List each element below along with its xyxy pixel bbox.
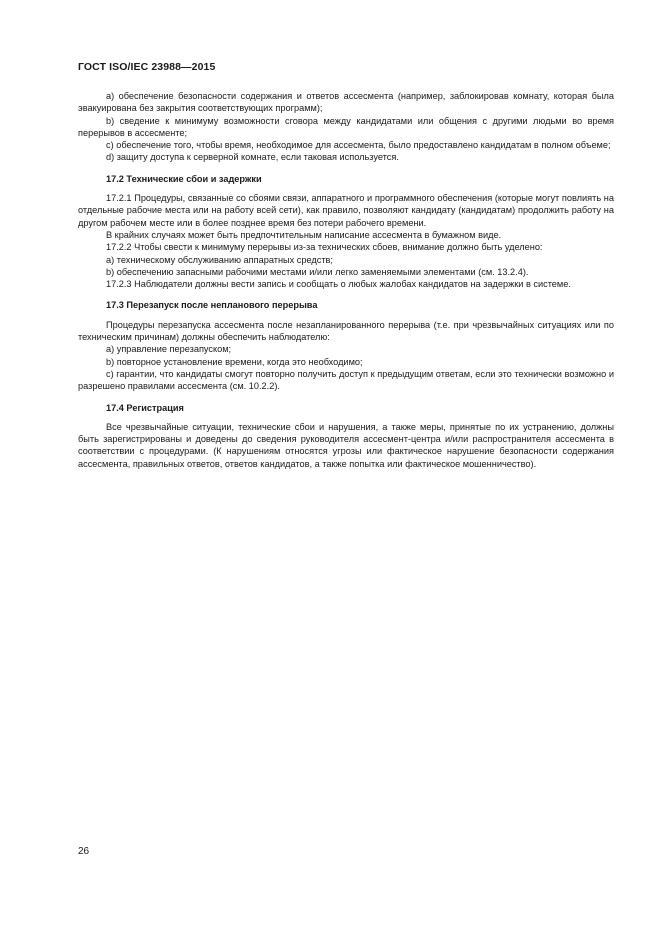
intro-item-d: d) защиту доступа к серверной комнате, если таковая используется.: [106, 152, 399, 163]
paragraph-17-2-3: 17.2.3 Наблюдатели должны вести запись и сообщать о любых жалобах кандидатов на задержки в системе.: [106, 279, 571, 290]
page-number: 26: [78, 846, 90, 857]
paragraph-17-2-2: 17.2.2 Чтобы свести к минимуму перерывы из-за технических сбоев, внимание должно быть уделено:: [106, 242, 543, 253]
list-item-hardware: а) техническому обслуживанию аппаратных средств;: [106, 254, 333, 265]
document-header: ГОСТ ISO/IEC 23988—2015: [78, 61, 216, 73]
section-heading-17-2: 17.2 Технические сбои и задержки: [106, 173, 262, 184]
document-body: [78, 90, 614, 470]
paragraph-extreme-cases: В крайних случаях может быть предпочтительным написание ассесмента в бумажном виде.: [106, 229, 502, 240]
intro-item-a: а) обеспечение безопасности содержания и ответов ассесмента (например, заблокировав комнату, которая была эвакуирована без закрытия соответствующих программ);: [78, 91, 614, 114]
list-item-restart-control: а) управление перезапуском;: [106, 344, 232, 355]
paragraph-restart-procedures: Процедуры перезапуска ассесмента после незапланированного перерыва (т.е. при чрезвычайных ситуациях или по техническим причинам) должны обеспечить наблюдателю:: [78, 319, 614, 343]
section-heading-17-3: 17.3 Перезапуск после непланового перерыва: [106, 300, 318, 311]
list-item-spare-workstations: b) обеспечению запасными рабочими местами и/или легко заменяемыми элементами (см. 13.2.4).: [106, 266, 529, 277]
list-item-time-reset: b) повторное установление времени, когда это необходимо;: [106, 356, 363, 367]
paragraph-17-2-1: 17.2.1 Процедуры, связанные со сбоями связи, аппаратного и программного обеспечения (которые могут повлиять на отдельные рабочие места или на работу всей сети), как правило, позволяют кандидату (кандидатам) продолжить работу на другом рабочем месте или в более позднее время без потери рабочего времени.: [78, 193, 614, 228]
list-item-answer-access: с) гарантии, что кандидаты смогут повторно получить доступ к предыдущим ответам, если это технически возможно и разрешено правилами ассесмента (см. 10.2.2).: [78, 368, 614, 392]
paragraph-registration: Все чрезвычайные ситуации, технические сбои и нарушения, а также меры, принятые по их устранению, должны быть зарегистрированы и доведены до сведения руководителя ассесмент-центра и/или распространителя ассесмента в соответствии с процедурами. (К нарушениям относятся угрозы или фактическое нарушение безопасности содержания ассесмента, правильных ответов, ответов кандидатов, а также попытка или фактическое мошенничество).: [78, 421, 614, 469]
intro-item-b: b) сведение к минимуму возможности сговора между кандидатами или общения с другими людьми во время перерывов в ассесменте;: [78, 115, 614, 138]
intro-item-c: с) обеспечение того, чтобы время, необходимое для ассесмента, было предоставлено кандидатам в полном объеме;: [106, 140, 611, 151]
section-heading-17-4: 17.4 Регистрация: [106, 402, 184, 413]
